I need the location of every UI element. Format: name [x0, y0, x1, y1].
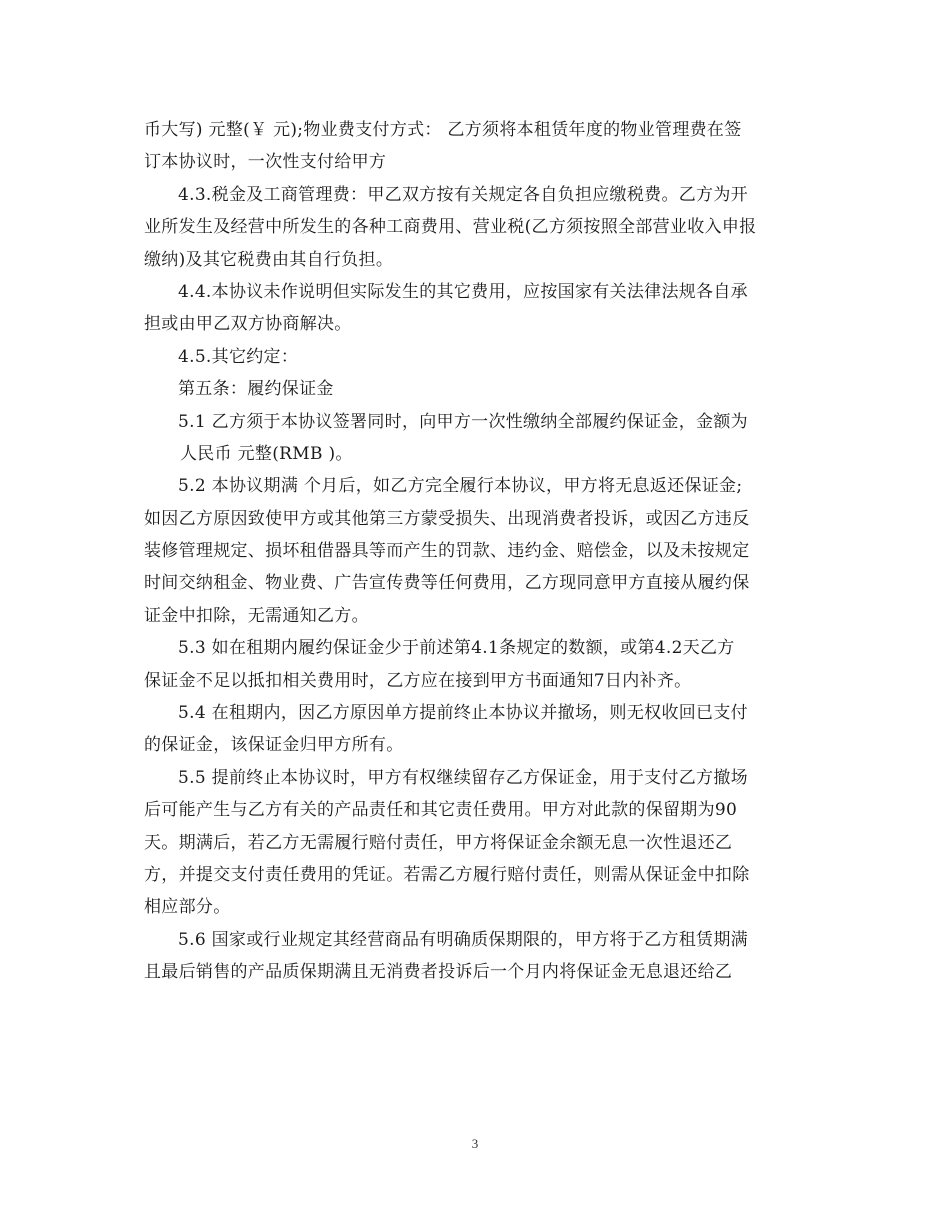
paragraph-5-2-line: 5.2 本协议期满 个月后，如乙方完全履行本协议，甲方将无息返还保证金;: [178, 476, 743, 497]
text-line: 如因乙方原因致使甲方或其他第三方蒙受损失、出现消费者投诉，或因乙方违反: [144, 508, 750, 529]
section-heading: 第五条：履约保证金: [178, 379, 334, 400]
paragraph-5-5-line: 5.5 提前终止本协议时，甲方有权继续留存乙方保证金，用于支付乙方撤场: [178, 767, 748, 788]
text-line: 缴纳)及其它税费由其自行负担。: [144, 249, 394, 270]
text-line: 天。期满后，若乙方无需履行赔付责任，甲方将保证金余额无息一次性退还乙: [144, 832, 733, 853]
text-line: 装修管理规定、损坏租借器具等而产生的罚款、违约金、赔偿金，以及未按规定: [144, 541, 750, 562]
text-line: 人民币 元整(RMB )。: [180, 443, 353, 464]
text-line: 业所发生及经营中所发生的各种工商费用、营业税(乙方须按照全部营业收入申报: [144, 217, 757, 238]
document-body: [144, 114, 812, 989]
paragraph-4-3-line: 4.3.税金及工商管理费：甲乙双方按有关规定各自负担应缴税费。乙方为开: [178, 184, 748, 205]
paragraph-4-5-line: 4.5.其它约定：: [178, 346, 299, 367]
paragraph-5-4-line: 5.4 在租期内，因乙方原因单方提前终止本协议并撤场，则无权收回已支付: [178, 703, 748, 724]
text-line: 币大写) 元整(￥ 元);物业费支付方式： 乙方须将本租赁年度的物业管理费在签: [144, 120, 742, 140]
text-line: 时间交纳租金、物业费、广告宣传费等任何费用，乙方现同意甲方直接从履约保: [144, 573, 750, 594]
text-line: 方，并提交支付责任费用的凭证。若需乙方履行赔付责任，则需从保证金中扣除: [144, 864, 750, 885]
text-line: 相应部分。: [144, 897, 231, 918]
text-line: 后可能产生与乙方有关的产品责任和其它责任费用。甲方对此款的保留期为90: [144, 800, 738, 821]
text-line: 且最后销售的产品质保期满且无消费者投诉后一个月内将保证金无息退还给乙: [144, 962, 733, 983]
paragraph-5-6-line: 5.6 国家或行业规定其经营商品有明确质保期限的，甲方将于乙方租赁期满: [178, 929, 748, 950]
paragraph-5-3-line: 5.3 如在租期内履约保证金少于前述第4.1条规定的数额，或第4.2天乙方: [178, 638, 735, 659]
text-line: 保证金不足以抵扣相关费用时，乙方应在接到甲方书面通知7日内补齐。: [144, 670, 692, 691]
text-line: 担或由甲乙双方协商解决。: [144, 314, 352, 335]
text-line: 订本协议时，一次性支付给甲方: [144, 152, 387, 173]
text-line: 的保证金，该保证金归甲方所有。: [144, 735, 404, 756]
paragraph-5-1-line: 5.1 乙方须于本协议签署同时，向甲方一次性缴纳全部履约保证金，金额为: [178, 411, 748, 432]
page-number: 3: [471, 1136, 479, 1151]
text-line: 证金中扣除，无需通知乙方。: [144, 605, 369, 626]
paragraph-4-4-line: 4.4.本协议未作说明但实际发生的其它费用，应按国家有关法律法规各自承: [178, 281, 748, 302]
